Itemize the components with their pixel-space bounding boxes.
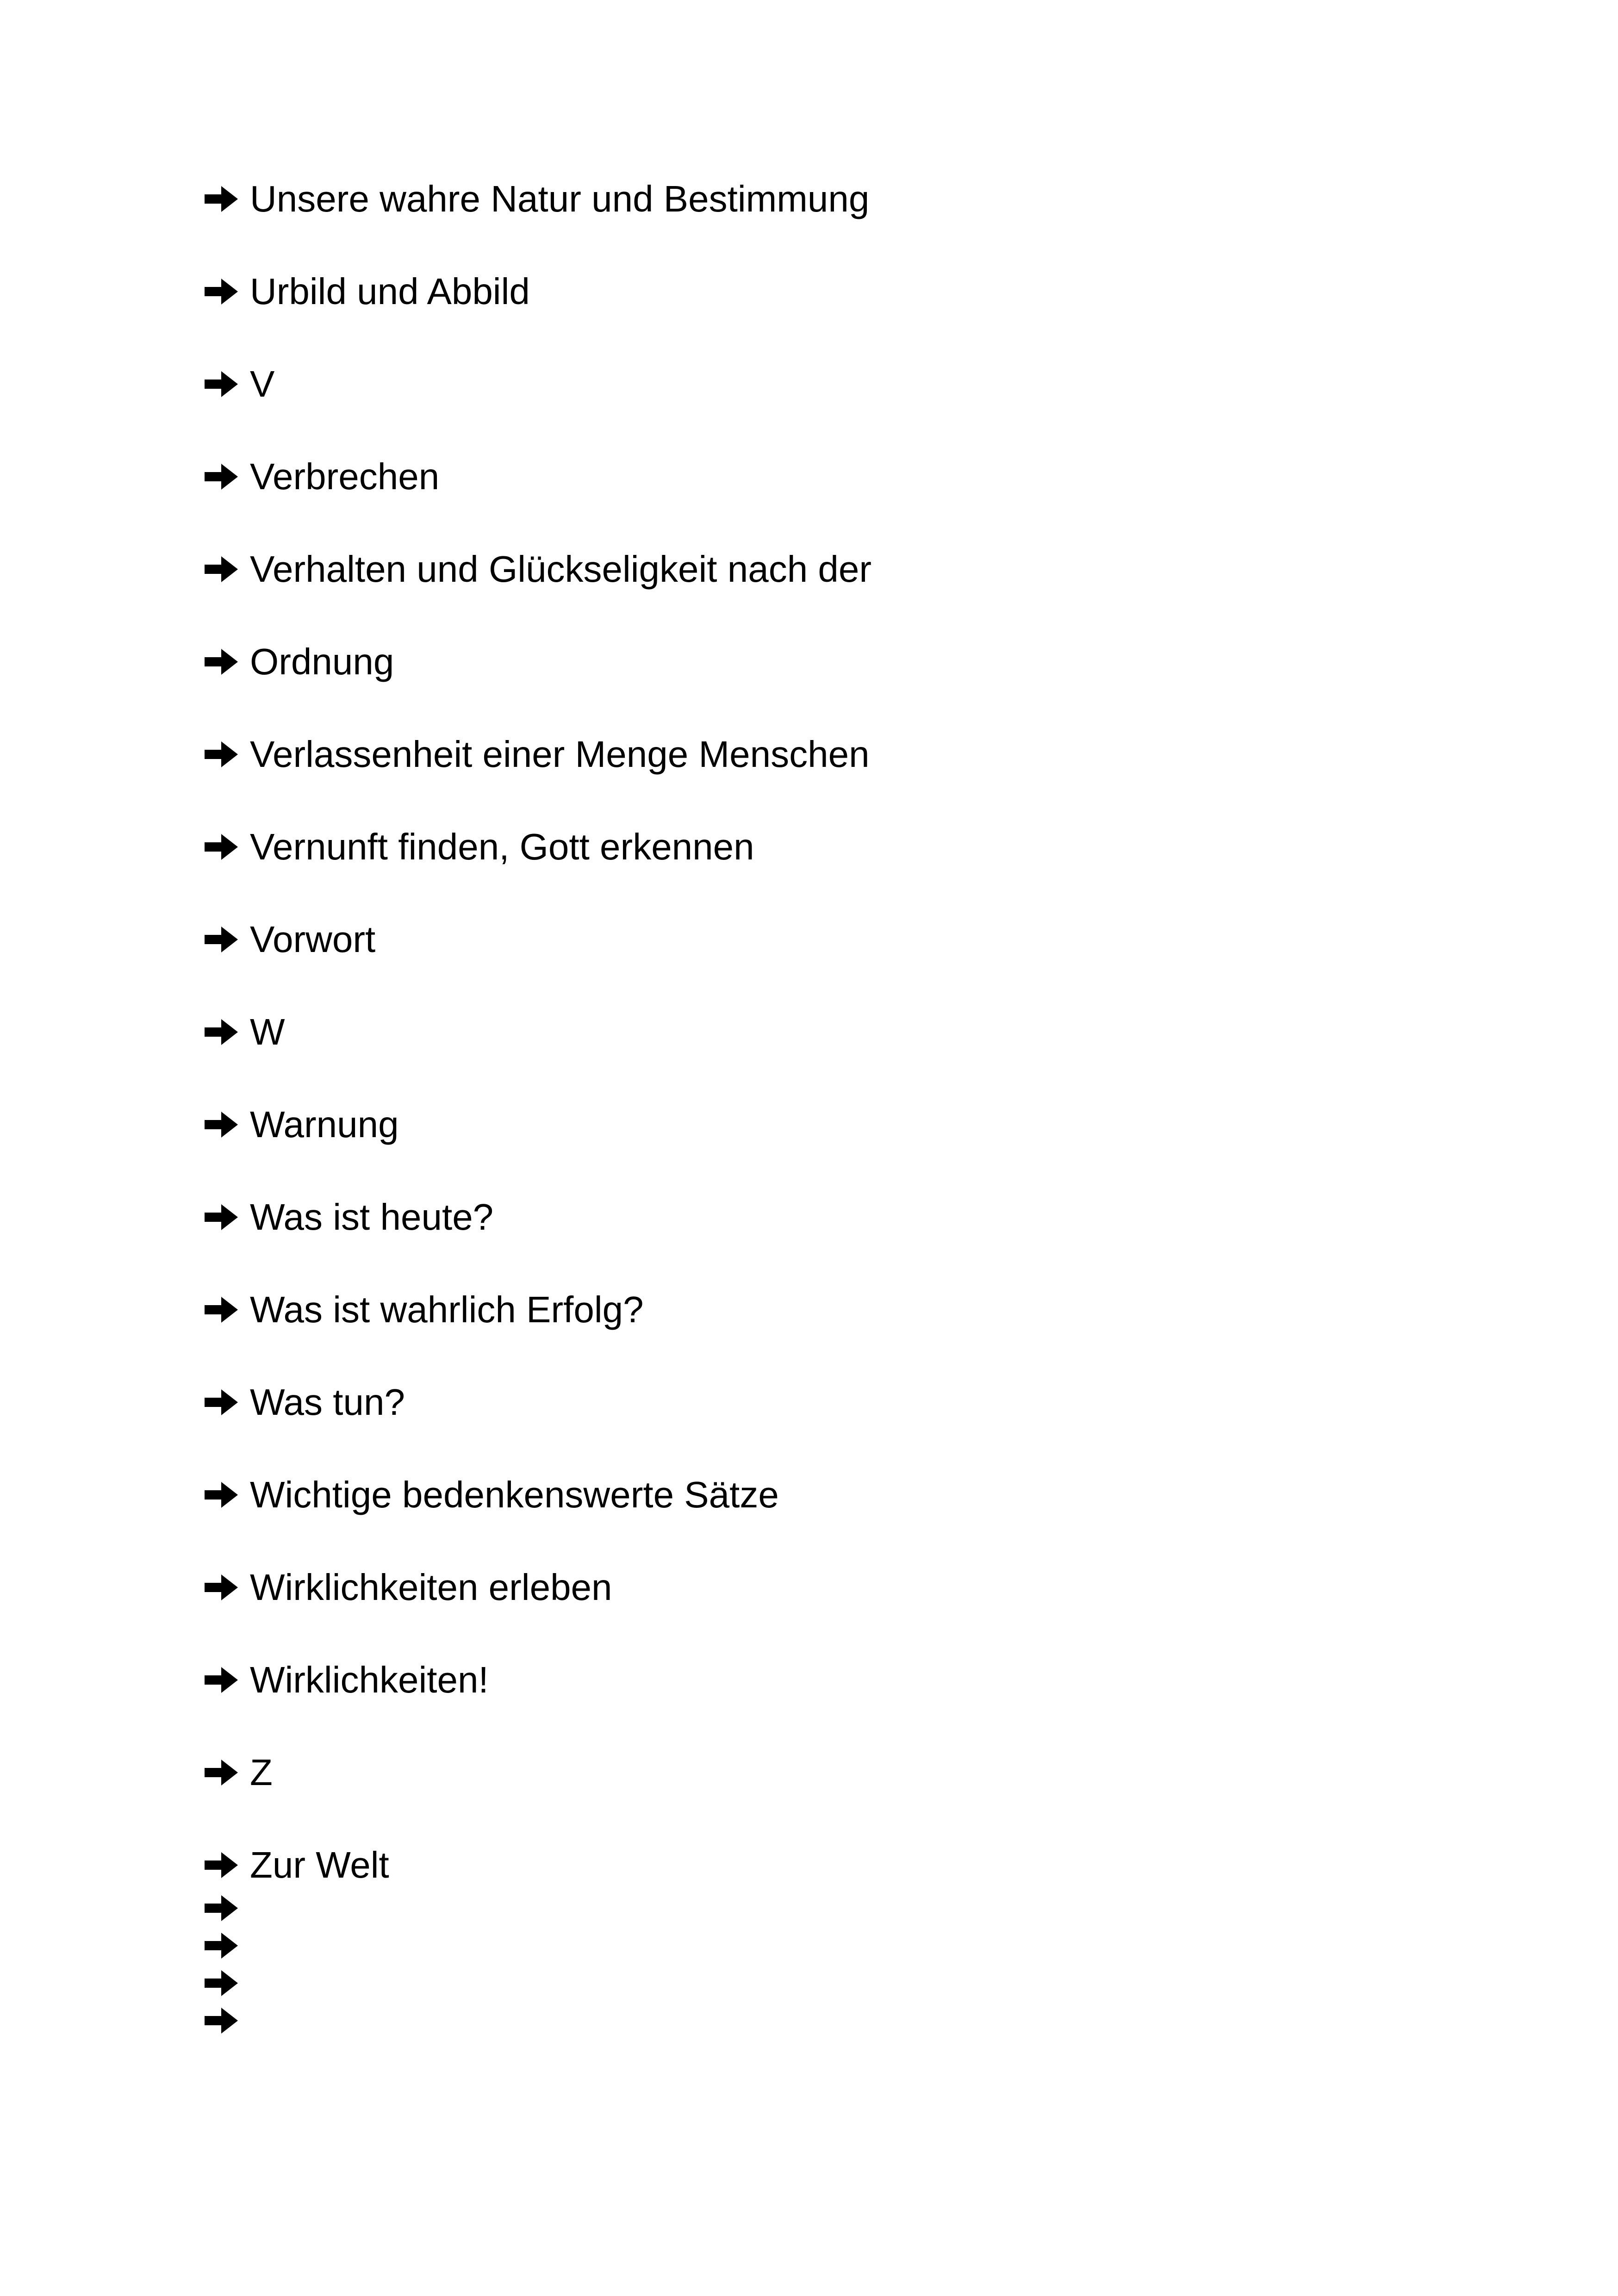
empty-bullet-list [203, 1889, 250, 2039]
list-item-label: Was ist heute? [250, 1196, 494, 1238]
right-arrow-icon [203, 461, 240, 492]
list-item [203, 986, 1499, 1078]
right-arrow-icon [203, 739, 240, 770]
list-item-label: Warnung [250, 1104, 399, 1145]
list-item [203, 153, 1499, 245]
list-item [203, 1356, 1499, 1449]
list-item-label: V [250, 363, 275, 404]
list-item [203, 338, 1499, 430]
right-arrow-icon [203, 1109, 240, 1140]
list-item [203, 1634, 1499, 1726]
list-item [203, 1726, 1499, 1819]
right-arrow-icon [203, 368, 240, 400]
right-arrow-icon [203, 1201, 240, 1233]
list-item-label: Ordnung [250, 641, 394, 682]
list-item-label: Was tun? [250, 1381, 405, 1423]
right-arrow-icon [203, 554, 240, 585]
list-item [203, 1171, 1499, 1263]
list-item [203, 801, 1499, 893]
list-item [203, 245, 1499, 338]
list-item-label: Verlassenheit einer Menge Menschen [250, 734, 870, 775]
right-arrow-icon [203, 1664, 240, 1696]
right-arrow-icon [203, 924, 240, 955]
right-arrow-icon [203, 183, 240, 215]
list-item-label: Wirklichkeiten erleben [250, 1567, 612, 1608]
list-item-label: Z [250, 1752, 273, 1793]
empty-list-item [203, 1964, 250, 2002]
list-item [203, 1263, 1499, 1356]
list-item [203, 1819, 1499, 1911]
list-item [203, 1449, 1499, 1541]
list-item-label: Urbild und Abbild [250, 271, 530, 312]
list-item-label: Verhalten und Glückseligkeit nach der [250, 548, 872, 590]
list-item [203, 430, 1499, 523]
right-arrow-icon [203, 1387, 240, 1418]
list-item-label: W [250, 1011, 285, 1052]
list-item [203, 616, 1499, 708]
right-arrow-icon [203, 1294, 240, 1325]
index-list [203, 153, 1499, 1911]
right-arrow-icon [203, 2005, 240, 2036]
list-item-label: Vorwort [250, 919, 376, 960]
right-arrow-icon [203, 1892, 240, 1924]
list-item-label: Vernunft finden, Gott erkennen [250, 826, 754, 867]
right-arrow-icon [203, 1930, 240, 1961]
right-arrow-icon [203, 1967, 240, 1999]
right-arrow-icon [203, 1016, 240, 1048]
right-arrow-icon [203, 1757, 240, 1788]
right-arrow-icon [203, 276, 240, 307]
list-item-label: Unsere wahre Natur und Bestimmung [250, 178, 870, 219]
right-arrow-icon [203, 1572, 240, 1603]
right-arrow-icon [203, 1479, 240, 1511]
list-item-label: Wirklichkeiten! [250, 1659, 489, 1700]
list-item [203, 708, 1499, 801]
list-item-label: Wichtige bedenkenswerte Sätze [250, 1474, 779, 1515]
list-item-label: Zur Welt [250, 1844, 389, 1885]
list-item-label: Was ist wahrlich Erfolg? [250, 1289, 644, 1330]
empty-list-item [203, 2002, 250, 2039]
list-item-label: Verbrechen [250, 456, 440, 497]
right-arrow-icon [203, 831, 240, 863]
empty-list-item [203, 1889, 250, 1927]
list-item [203, 893, 1499, 986]
right-arrow-icon [203, 646, 240, 678]
list-item [203, 1078, 1499, 1171]
right-arrow-icon [203, 1849, 240, 1881]
empty-list-item [203, 1927, 250, 1964]
list-item [203, 1541, 1499, 1634]
list-item [203, 523, 1499, 616]
